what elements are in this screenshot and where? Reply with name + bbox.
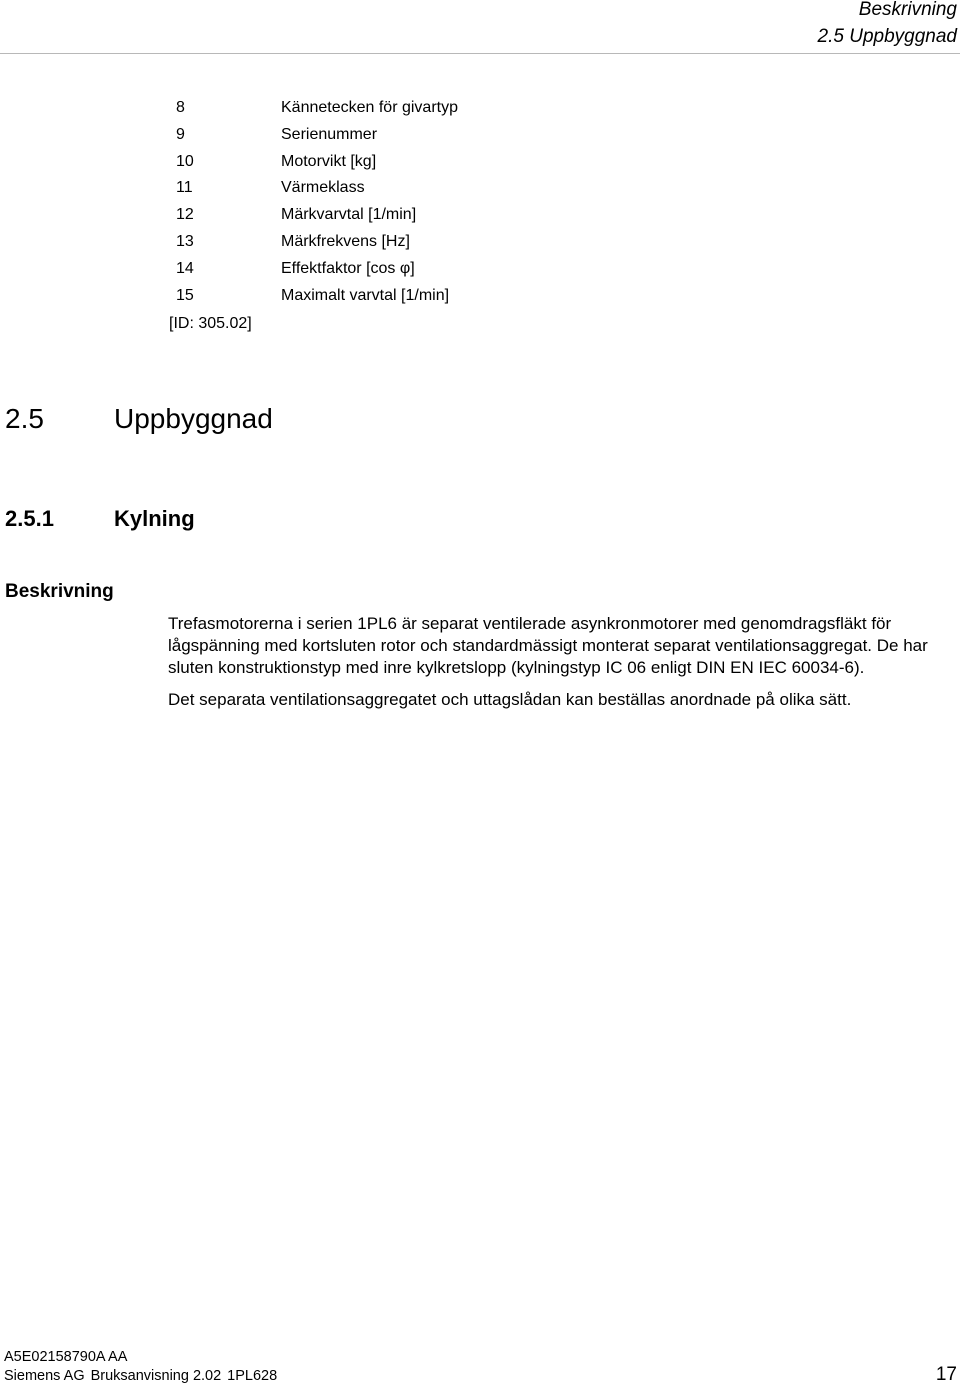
header-chapter: Beskrivning <box>858 0 957 20</box>
legend-number: 13 <box>176 232 194 250</box>
legend-item <box>176 149 458 176</box>
legend-number: 9 <box>176 125 185 143</box>
legend-text: Kännetecken för givartyp <box>281 99 458 116</box>
legend-item <box>176 283 458 310</box>
body-text <box>168 613 958 721</box>
page-number: 17 <box>935 1364 957 1385</box>
subsection-number: 2.5.1 <box>5 506 54 531</box>
subsection-title: Kylning <box>114 506 195 531</box>
legend-number: 10 <box>176 152 194 170</box>
footer-document-code: A5E02158790A AA <box>4 1349 128 1365</box>
legend-number: 14 <box>176 259 194 277</box>
legend-number: 15 <box>176 286 194 304</box>
section-number: 2.5 <box>5 403 44 434</box>
page-header <box>818 0 957 50</box>
subsection-heading <box>5 506 195 532</box>
legend-text: Serienummer <box>281 125 378 143</box>
paragraph: Trefasmotorerna i serien 1PL6 är separat ventilerade asynkronmotorer med genomdragsfläkt för lågspänning med kortsluten rotor och standardmässigt monterat separat ventilationsaggregat. De har sluten konstruktionstyp med inre kylkretslopp (kylningstyp IC 06 enligt DIN EN IEC 60034-6). <box>168 614 928 677</box>
paragraph: Det separata ventilationsaggregatet och uttagslådan kan beställas anordnade på olika sätt. <box>168 690 852 709</box>
footer-product: 1PL628 <box>227 1368 278 1384</box>
legend-item <box>176 229 458 256</box>
legend-item <box>176 202 458 229</box>
side-heading: Beskrivning <box>5 581 114 602</box>
legend-text: Märkvarvtal [1/min] <box>281 206 417 224</box>
header-section: 2.5 Uppbyggnad <box>817 26 957 47</box>
legend-item <box>176 175 458 202</box>
header-divider <box>0 53 960 54</box>
footer-line <box>4 1368 277 1384</box>
legend-number: 11 <box>176 179 193 197</box>
legend-text: Motorvikt [kg] <box>281 152 377 170</box>
footer-company: Siemens AG <box>4 1368 85 1384</box>
legend-number: 12 <box>176 206 194 224</box>
section-title: Uppbyggnad <box>114 403 273 434</box>
section-heading <box>5 403 273 435</box>
legend-number: 8 <box>176 99 185 116</box>
footer-document: Bruksanvisning 2.02 <box>90 1368 222 1384</box>
legend-text: Värmeklass <box>281 179 365 197</box>
legend-text: Effektfaktor [cos φ] <box>281 259 415 277</box>
legend-text: Märkfrekvens [Hz] <box>281 232 410 250</box>
legend-item <box>176 95 458 122</box>
id-reference: [ID: 305.02] <box>169 315 252 332</box>
legend-item <box>176 256 458 283</box>
legend-text: Maximalt varvtal [1/min] <box>281 286 450 304</box>
legend-list <box>176 95 458 309</box>
legend-item <box>176 122 458 149</box>
